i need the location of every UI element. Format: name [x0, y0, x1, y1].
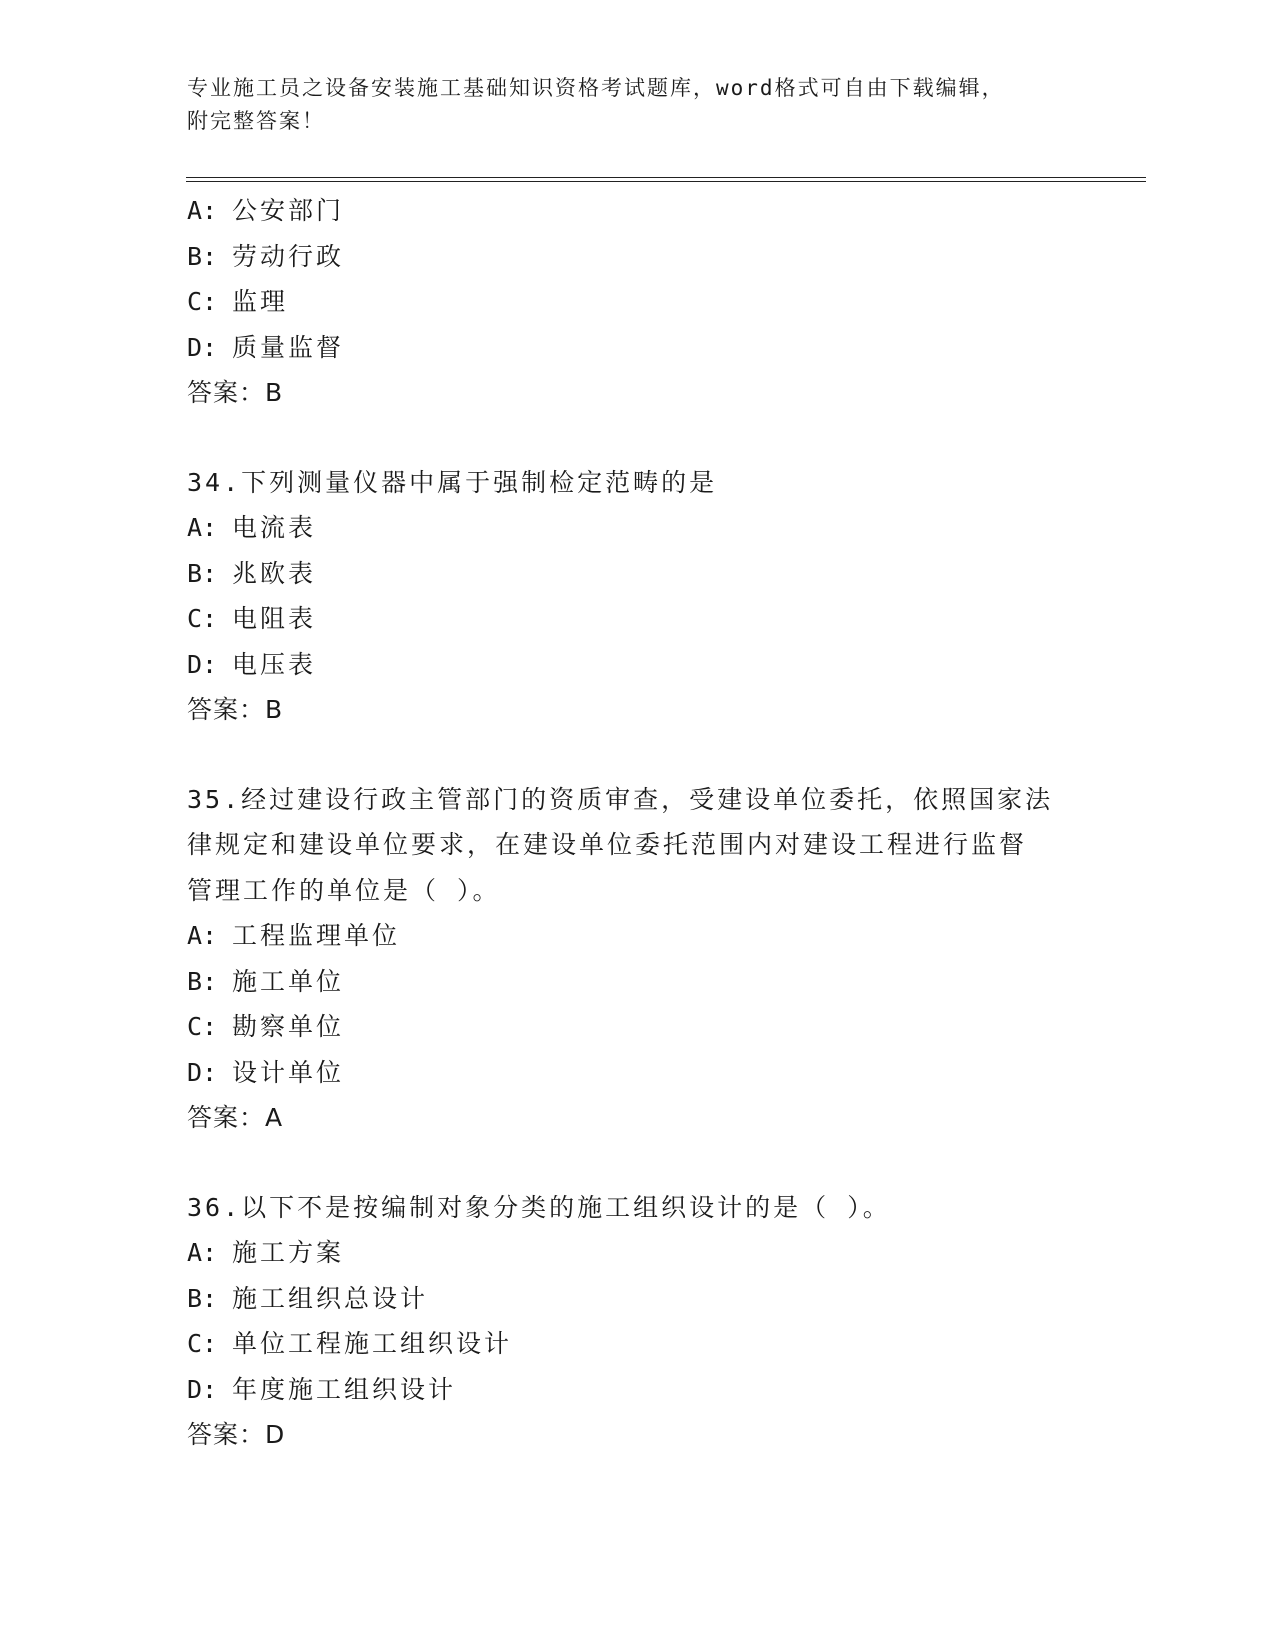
option-c: C: 勘察单位 [187, 1012, 345, 1041]
answer-line: 答案：B [187, 695, 284, 724]
question-stem: 34.下列测量仪器中属于强制检定范畴的是 [187, 467, 718, 497]
answer-line: 答案：A [187, 1103, 284, 1132]
option-a: A: 施工方案 [187, 1238, 345, 1267]
header-line-1: 专业施工员之设备安装施工基础知识资格考试题库，word格式可自由下载编辑， [187, 76, 1005, 100]
question-stem: 36.以下不是按编制对象分类的施工组织设计的是（ ）。 [187, 1192, 891, 1222]
option-c: C: 电阻表 [187, 604, 317, 633]
question-stem-line-3: 管理工作的单位是（ ）。 [187, 875, 501, 905]
question-33 [187, 188, 1087, 416]
question-35 [187, 777, 1087, 1141]
question-stem-line-2: 律规定和建设单位要求，在建设单位委托范围内对建设工程进行监督 [187, 830, 1028, 859]
header-line-2: 附完整答案！ [187, 109, 325, 133]
question-34 [187, 460, 1087, 733]
option-a: A: 公安部门 [187, 196, 345, 225]
option-b: B: 施工单位 [187, 966, 345, 996]
question-list [187, 188, 1087, 1458]
option-b: B: 施工组织总设计 [187, 1283, 429, 1313]
answer-line: 答案：B [187, 378, 284, 407]
document-header [187, 72, 1087, 138]
option-d: D: 设计单位 [187, 1057, 345, 1087]
option-a: A: 电流表 [187, 513, 317, 542]
option-c: C: 监理 [187, 287, 289, 316]
option-c: C: 单位工程施工组织设计 [187, 1329, 513, 1358]
option-a: A: 工程监理单位 [187, 921, 401, 950]
question-36 [187, 1185, 1087, 1458]
option-b: B: 劳动行政 [187, 241, 345, 271]
answer-line: 答案：D [187, 1420, 286, 1449]
option-d: D: 电压表 [187, 649, 317, 679]
question-stem-line-1: 35.经过建设行政主管部门的资质审查，受建设单位委托，依照国家法 [187, 784, 1054, 814]
option-b: B: 兆欧表 [187, 558, 317, 588]
option-d: D: 年度施工组织设计 [187, 1374, 457, 1404]
header-divider-bottom [186, 181, 1146, 182]
header-divider-top [186, 177, 1146, 178]
option-d: D: 质量监督 [187, 332, 345, 362]
